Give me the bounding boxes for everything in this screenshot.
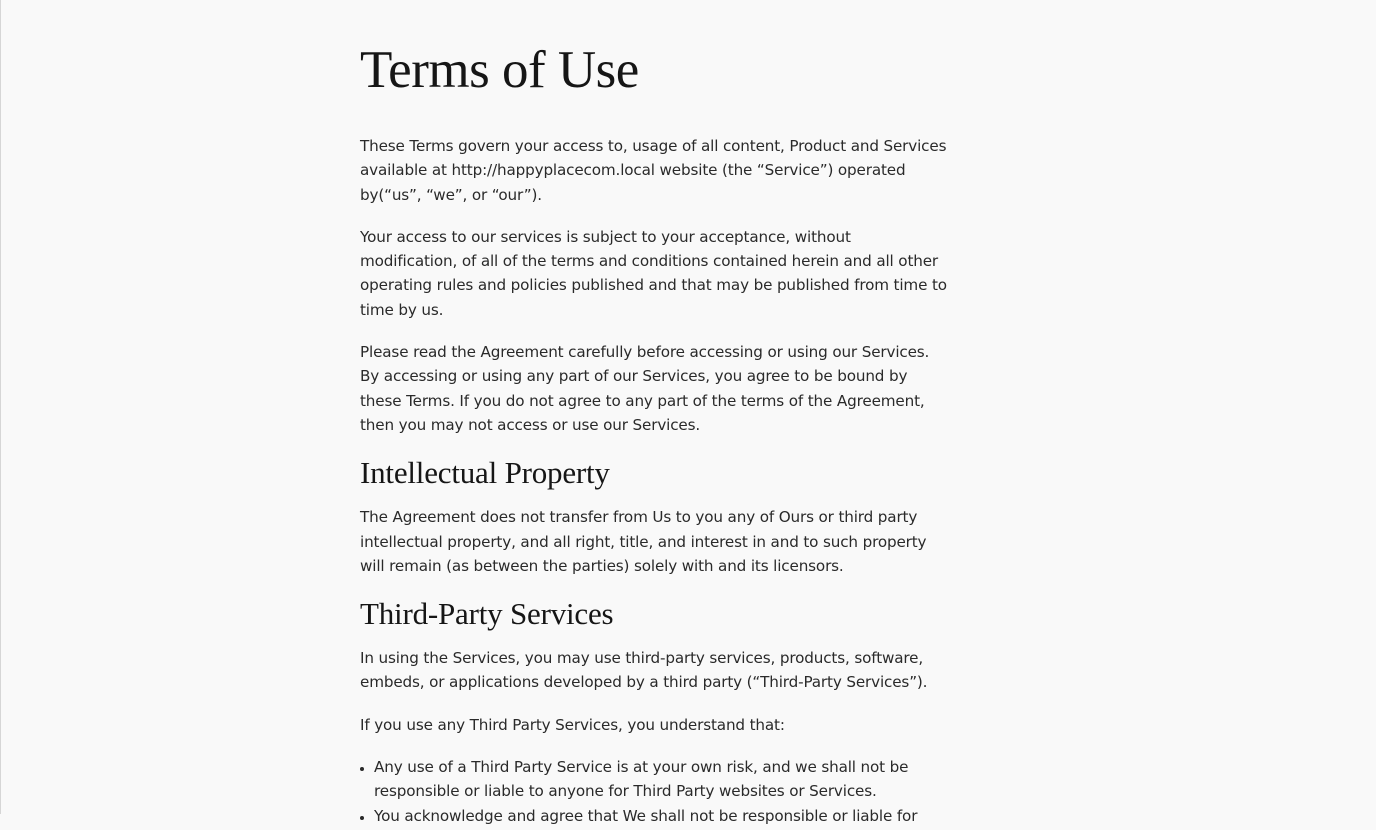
intro-paragraph-2: Your access to our services is subject to your acceptance, without modification, of all of the terms and conditions contained herein and all other operating rules and policies published and that may be published from time to time by us.	[360, 227, 947, 319]
list-item: • Any use of a Third Party Service is at your own risk, and we shall not be responsible or liable to anyone for Third Party websites or Services.	[374, 755, 950, 804]
third-party-paragraph-1: In using the Services, you may use third-party services, products, software, embeds, or applications developed by a third party (“Third-Party Services”).	[360, 649, 928, 692]
terms-document	[360, 0, 950, 828]
third-party-conditions-list	[360, 755, 950, 828]
section-heading-intellectual-property: Intellectual Property	[360, 455, 610, 491]
section-heading-third-party-services: Third-Party Services	[360, 596, 614, 632]
section-intellectual-property	[360, 457, 950, 578]
intro-paragraph-1: These Terms govern your access to, usage of all content, Product and Services available at http://happyplacecom.local website (the “Service”) operated by(“us”, “we”, or “our”).	[360, 137, 947, 204]
intro-paragraph-3: Please read the Agreement carefully before accessing or using our Services. By accessing or using any part of our Services, you agree to be bound by these Terms. If you do not agree to any part of the terms of the Agreement, then you may not access or use our Services.	[360, 343, 930, 434]
intellectual-property-paragraph: The Agreement does not transfer from Us to you any of Ours or third party intellectual property, and all right, title, and interest in and to such property will remain (as between the parties) solely with and its licensors.	[360, 508, 927, 575]
third-party-paragraph-2: If you use any Third Party Services, you understand that:	[360, 715, 785, 734]
list-item: • You acknowledge and agree that We shall not be responsible or liable for	[374, 804, 950, 828]
section-third-party-services	[360, 598, 950, 828]
page-title: Terms of Use	[360, 41, 639, 99]
